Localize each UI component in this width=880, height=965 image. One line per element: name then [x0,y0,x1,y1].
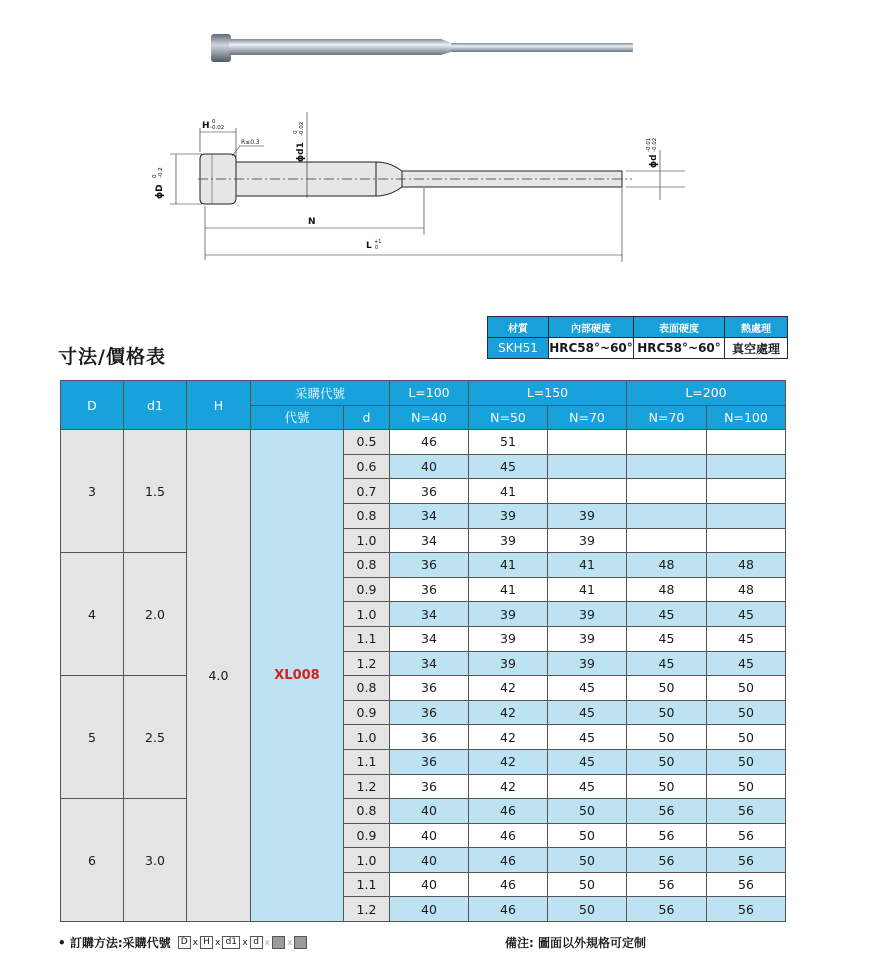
order-box-blank-1 [272,936,285,949]
header-N40: N=40 [390,405,469,430]
cell-price: 56 [707,799,786,824]
material-value: SKH51 [488,338,549,359]
cell-d1: 2.5 [124,676,187,799]
cell-price: 50 [627,774,707,799]
order-box-d: d [250,936,263,949]
h-tol-bottom: -0.02 [210,125,225,131]
header-N100: N=100 [707,405,786,430]
cell-price: 34 [390,626,469,651]
price-table [60,380,786,922]
cell-d: 0.7 [344,479,390,504]
cell-price [548,430,627,455]
cell-price [707,479,786,504]
l-tol-bottom: 0 [375,245,379,251]
d1-dim-label: ϕd1 [296,142,306,162]
d-dim-label: ϕd [649,154,659,168]
cell-price: 51 [469,430,548,455]
cell-price: 50 [627,700,707,725]
order-box-d1: d1 [222,936,240,949]
price-table-body [61,430,786,922]
cell-price: 45 [627,626,707,651]
cell-price: 40 [390,848,469,873]
cell-price: 56 [627,872,707,897]
cell-price: 50 [707,700,786,725]
cell-price: 36 [390,479,469,504]
inner-hardness-header: 內部硬度 [549,317,634,338]
material-table [487,316,788,359]
cell-price: 36 [390,749,469,774]
header-L100: L=100 [390,381,469,406]
cell-price: 34 [390,651,469,676]
cell-D: 6 [61,799,124,922]
cell-price: 50 [627,725,707,750]
cell-price [548,479,627,504]
cell-price: 41 [469,479,548,504]
material-header: 材質 [488,317,549,338]
D-tol-bottom: -0.2 [158,167,164,178]
cell-d: 1.0 [344,725,390,750]
cell-d: 1.1 [344,872,390,897]
cell-price: 39 [469,528,548,553]
cell-price: 46 [390,430,469,455]
cell-d1: 3.0 [124,799,187,922]
header-H: H [187,381,251,430]
cell-price: 50 [627,676,707,701]
order-method-label: • 訂購方法:采購代號 [58,936,171,950]
cell-price: 48 [707,553,786,578]
cell-d: 1.2 [344,897,390,922]
d-tol-top: -0.01 [646,137,652,152]
header-code: 代號 [251,405,344,430]
cell-price: 46 [469,799,548,824]
cell-price: 45 [627,651,707,676]
d-tol-bottom: -0.02 [652,137,658,152]
l-tol-top: +1 [374,239,382,245]
header-L150: L=150 [469,381,627,406]
header-N70-l200: N=70 [627,405,707,430]
header-N70-l150: N=70 [548,405,627,430]
cell-d1: 1.5 [124,430,187,553]
cell-price: 46 [469,848,548,873]
table-row [61,430,786,455]
h-dim-label: H [202,121,210,131]
cell-price: 36 [390,553,469,578]
d1-tol-top: 0 [293,130,299,134]
cell-price: 48 [707,577,786,602]
cell-price: 56 [627,848,707,873]
cell-d1: 2.0 [124,553,187,676]
cell-price: 42 [469,700,548,725]
cell-price: 50 [707,774,786,799]
cell-price: 50 [548,897,627,922]
table-row [61,553,786,578]
cell-price: 50 [707,749,786,774]
cell-price: 39 [548,528,627,553]
cell-price: 40 [390,823,469,848]
ejector-pin-photo [205,28,637,68]
header-N50: N=50 [469,405,548,430]
order-box-D: D [178,936,191,949]
cell-price: 39 [469,651,548,676]
cell-price [627,479,707,504]
order-box-H: H [200,936,213,949]
cell-price: 45 [707,626,786,651]
cell-price: 42 [469,749,548,774]
l-dim-label: L [366,241,372,251]
inner-hardness-value: HRC58°~60° [549,338,634,359]
cell-purchase-code: XL008 [251,430,344,922]
cell-d: 1.0 [344,602,390,627]
cell-d: 0.8 [344,553,390,578]
table-row [61,799,786,824]
cell-price: 34 [390,528,469,553]
custom-note: 備注: 圖面以外規格可定制 [505,936,646,950]
order-box-blank-2 [294,936,307,949]
radius-label: R≤0.3 [241,139,260,146]
D-tol-top: 0 [152,174,158,178]
cell-price: 46 [469,823,548,848]
cell-price [707,454,786,479]
cell-price [548,454,627,479]
cell-price: 42 [469,725,548,750]
cell-price: 46 [469,872,548,897]
order-method: • 訂購方法:采購代號 D x H x d1 x d x x [58,934,308,951]
cell-price: 50 [707,676,786,701]
cell-d: 0.9 [344,700,390,725]
heat-treatment-value: 真空處理 [725,338,788,359]
cell-price: 45 [707,602,786,627]
cell-price: 39 [469,503,548,528]
cell-d: 1.0 [344,528,390,553]
surface-hardness-value: HRC58°~60° [634,338,725,359]
cell-d: 1.2 [344,774,390,799]
cell-price: 41 [548,553,627,578]
cell-d: 0.9 [344,823,390,848]
cell-price [627,454,707,479]
cell-price: 40 [390,799,469,824]
cell-price: 39 [469,602,548,627]
cell-price: 56 [627,799,707,824]
cell-price: 48 [627,577,707,602]
table-row [61,676,786,701]
cell-price: 41 [548,577,627,602]
d1-tol-bottom: -0.02 [299,121,305,136]
section-title: 寸法/價格表 [58,346,166,368]
cell-price: 36 [390,725,469,750]
cell-price: 39 [548,651,627,676]
cell-D: 3 [61,430,124,553]
cell-price: 56 [707,897,786,922]
cell-price [627,430,707,455]
cell-price: 45 [548,725,627,750]
n-dim-label: N [308,217,316,227]
cell-price: 42 [469,676,548,701]
cell-price: 45 [548,676,627,701]
cell-price: 46 [469,897,548,922]
cell-d: 0.6 [344,454,390,479]
cell-price: 34 [390,503,469,528]
cell-price: 50 [707,725,786,750]
cell-price: 45 [469,454,548,479]
cell-price [707,430,786,455]
header-purchase-code: 采購代號 [251,381,390,406]
cell-price: 36 [390,676,469,701]
heat-treatment-header: 熱處理 [725,317,788,338]
cell-price [707,528,786,553]
cell-price: 56 [627,823,707,848]
cell-d: 0.9 [344,577,390,602]
cell-price: 56 [627,897,707,922]
cell-price: 50 [627,749,707,774]
cell-d: 1.1 [344,626,390,651]
cell-price [707,503,786,528]
cell-d: 0.5 [344,430,390,455]
cell-price: 40 [390,872,469,897]
cell-price: 39 [548,626,627,651]
cell-price: 36 [390,577,469,602]
cell-price: 39 [548,602,627,627]
cell-d: 1.0 [344,848,390,873]
cell-price: 45 [707,651,786,676]
cell-d: 0.8 [344,676,390,701]
cell-price: 42 [469,774,548,799]
h-tol-top: 0 [212,119,216,125]
cell-d: 1.2 [344,651,390,676]
cell-price: 36 [390,774,469,799]
D-dim-label: ϕD [155,184,165,199]
cell-price: 45 [548,749,627,774]
cell-price [627,528,707,553]
cell-price: 50 [548,823,627,848]
cell-d: 1.1 [344,749,390,774]
cell-price: 39 [469,626,548,651]
cell-D: 4 [61,553,124,676]
cell-price: 50 [548,848,627,873]
cell-price: 45 [548,700,627,725]
cell-price [627,503,707,528]
cell-price: 36 [390,700,469,725]
header-d1: d1 [124,381,187,430]
cell-price: 48 [627,553,707,578]
cell-price: 45 [627,602,707,627]
cell-price: 45 [548,774,627,799]
header-d: d [344,405,390,430]
cell-d: 0.8 [344,503,390,528]
cell-d: 0.8 [344,799,390,824]
technical-drawing [140,110,700,270]
header-L200: L=200 [627,381,786,406]
cell-price: 56 [707,823,786,848]
cell-D: 5 [61,676,124,799]
surface-hardness-header: 表面硬度 [634,317,725,338]
cell-price: 39 [548,503,627,528]
header-D: D [61,381,124,430]
cell-price: 40 [390,897,469,922]
cell-price: 56 [707,872,786,897]
cell-price: 56 [707,848,786,873]
cell-H: 4.0 [187,430,251,922]
cell-price: 41 [469,577,548,602]
cell-price: 41 [469,553,548,578]
cell-price: 34 [390,602,469,627]
cell-price: 40 [390,454,469,479]
cell-price: 50 [548,872,627,897]
cell-price: 50 [548,799,627,824]
